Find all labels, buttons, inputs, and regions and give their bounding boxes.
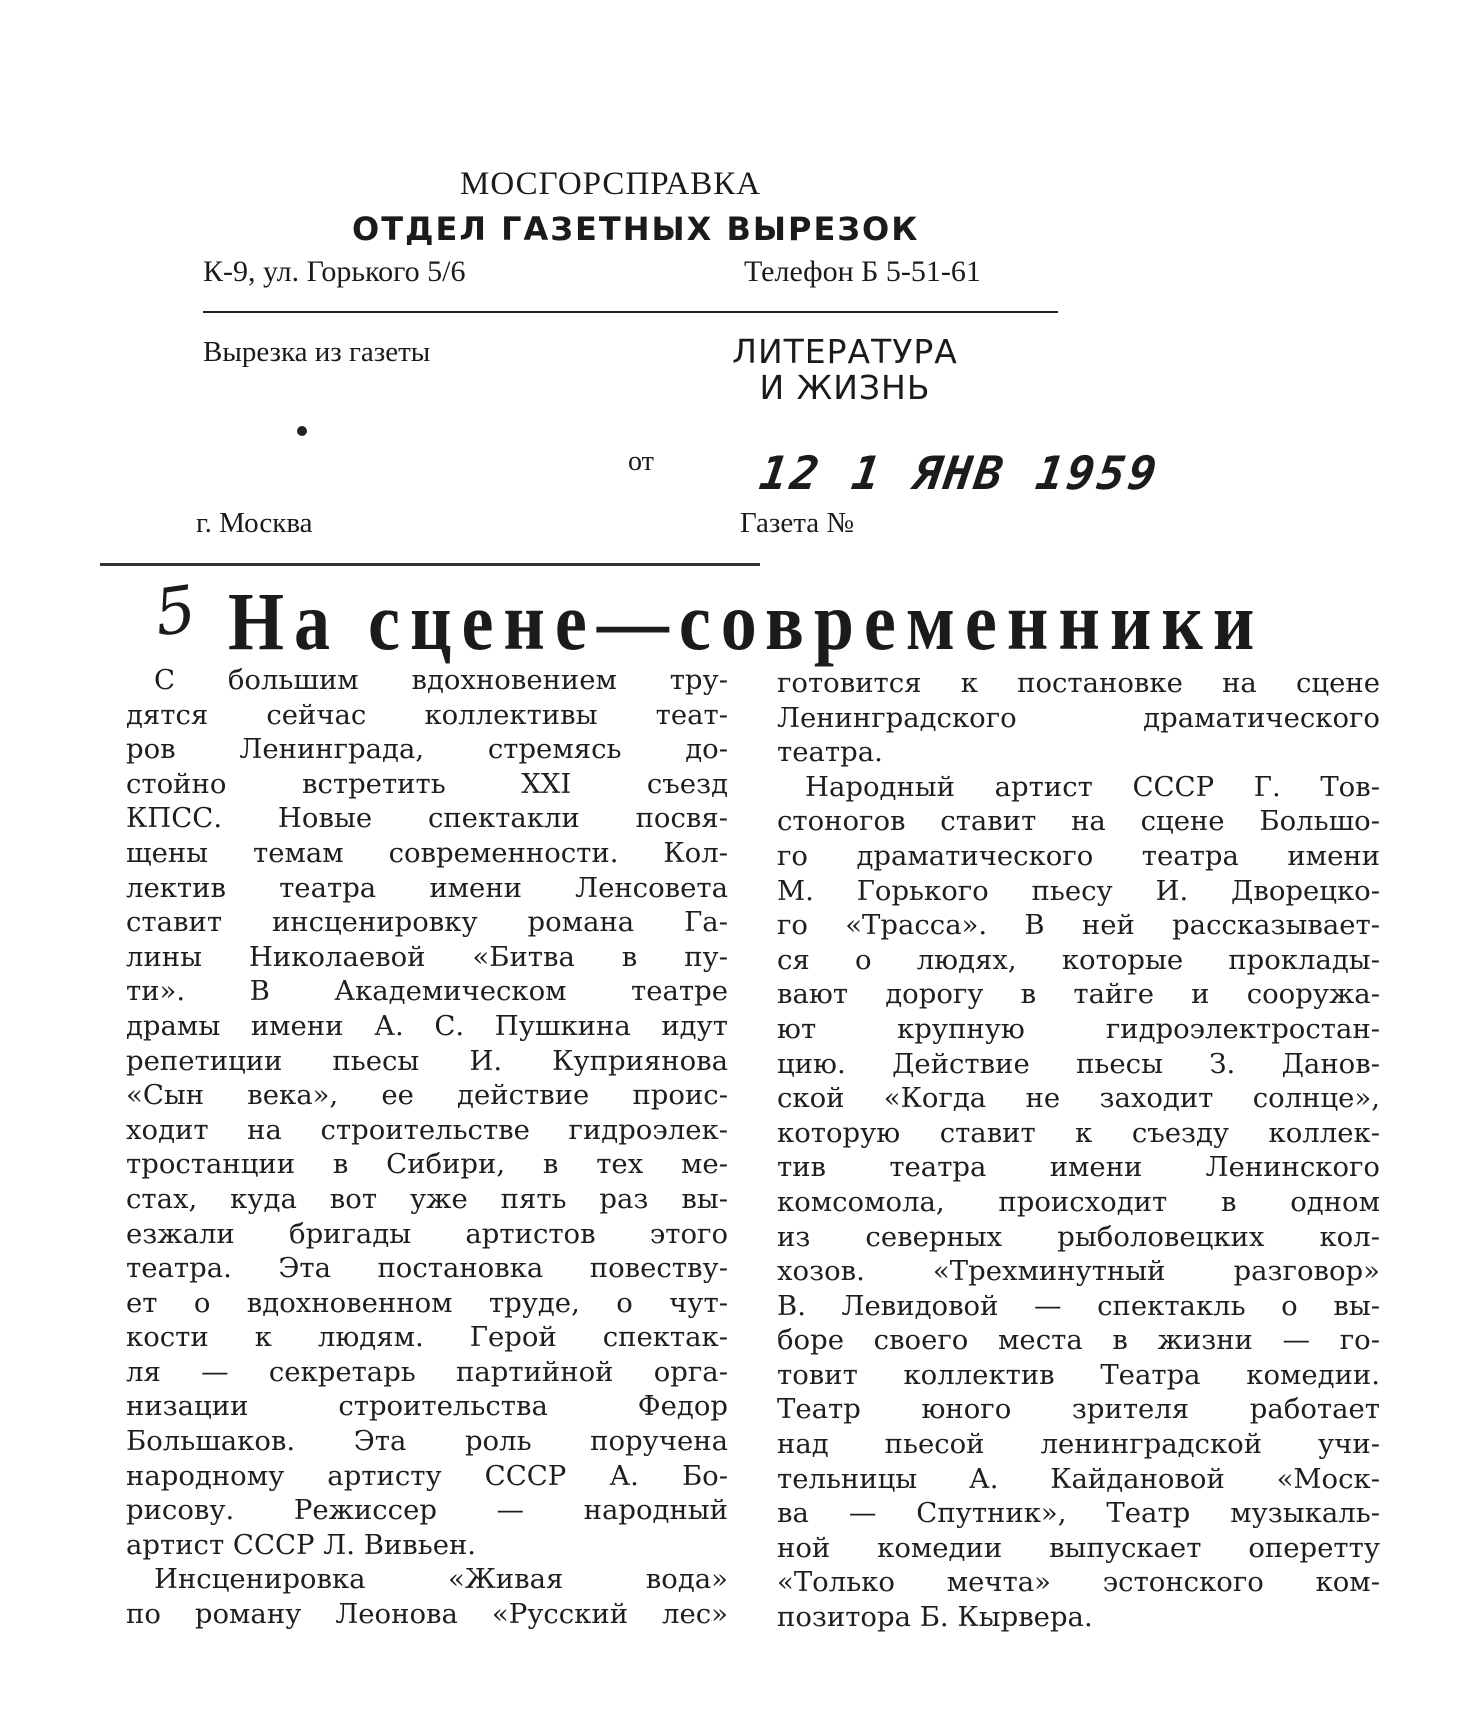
- article-line: вают дорогу в тайге и сооружа-: [777, 978, 1380, 1011]
- article-line: го драматического театра имени: [777, 839, 1380, 872]
- article-line: ти». В Академическом театре: [126, 975, 728, 1008]
- article-line: Ленинградского драматического: [777, 701, 1380, 734]
- article-column-1: [126, 663, 728, 1632]
- article-line: ля — секретарь партийной орга-: [126, 1355, 728, 1388]
- article-line: дятся сейчас коллективы теат-: [126, 698, 728, 731]
- article-line: репетиции пьесы И. Куприянова: [126, 1044, 728, 1077]
- article-line: над пьесой ленинградской учи-: [777, 1428, 1380, 1461]
- clipping-label: Вырезка из газеты: [203, 336, 431, 368]
- article-line: ходит на строительстве гидроэлек-: [126, 1113, 728, 1146]
- article-line: тив театра имени Ленинского: [777, 1151, 1380, 1184]
- city: г. Москва: [196, 507, 313, 539]
- newspaper-name: ЛИТЕРАТУРА И ЖИЗНЬ: [732, 332, 958, 407]
- article-line: ской «Когда не заходит солнце»,: [777, 1082, 1380, 1115]
- article-line: готовится к постановке на сцене: [777, 667, 1380, 699]
- department-name: ОТДЕЛ ГАЗЕТНЫХ ВЫРЕЗОК: [352, 210, 920, 248]
- article-line: ся о людях, которые проклады-: [777, 943, 1380, 976]
- article-line: из северных рыболовецких кол-: [777, 1220, 1380, 1253]
- article-line: кости к людям. Герой спектак-: [126, 1321, 728, 1354]
- article-line: боре своего места в жизни — го-: [777, 1324, 1380, 1357]
- article-line: Народный артист СССР Г. Тов-: [805, 770, 1380, 803]
- article-line: низации строительства Федор: [126, 1390, 728, 1423]
- article-line: С большим вдохновением тру-: [154, 664, 728, 696]
- from-label: от: [628, 446, 654, 477]
- article-line: ет о вдохновенном труде, о чут-: [126, 1286, 728, 1319]
- article-line: ва — Спутник», Театр музыкаль-: [777, 1497, 1380, 1530]
- article-line: театра. Эта постановка повеству-: [126, 1252, 728, 1285]
- article-line: го «Трасса». В ней рассказывает-: [777, 909, 1380, 942]
- ink-dot: [297, 426, 307, 436]
- article-line: которую ставит к съезду коллек-: [777, 1116, 1380, 1149]
- article-line: стоногов ставит на сцене Большо-: [777, 805, 1380, 838]
- date-stamp: 12 1 ЯНВ 1959: [756, 446, 1163, 500]
- article-line: Большаков. Эта роль поручена: [126, 1425, 728, 1458]
- article-line: товит коллектив Театра комедии.: [777, 1358, 1380, 1391]
- article-line: стойно встретить XXI съезд: [126, 767, 728, 800]
- phone: Телефон Б 5-51-61: [744, 255, 981, 288]
- article-line: ров Ленинграда, стремясь до-: [126, 733, 728, 766]
- article-line: Театр юного зрителя работает: [777, 1393, 1380, 1426]
- gazette-number-label: Газета №: [740, 507, 855, 539]
- article-line: рисову. Режиссер — народный: [126, 1494, 728, 1527]
- article-line: лектив театра имени Ленсовета: [126, 871, 728, 904]
- article-line: хозов. «Трехминутный разговор»: [777, 1255, 1380, 1288]
- article-line: позитора Б. Кырвера.: [777, 1601, 1093, 1634]
- article-line: лины Николаевой «Битва в пу-: [126, 940, 728, 973]
- article-line: артист СССР Л. Вивьен.: [126, 1528, 477, 1561]
- article-line: комсомола, происходит в одном: [777, 1185, 1380, 1218]
- article-line: езжали бригады артистов этого: [126, 1217, 728, 1250]
- article-line: драмы имени А. С. Пушкина идут: [126, 1009, 728, 1042]
- article-line: по роману Леонова «Русский лес»: [126, 1598, 728, 1631]
- clipping-rule: [100, 563, 760, 566]
- article-column-2: [777, 666, 1380, 1635]
- article-line: щены темам современности. Кол-: [126, 836, 728, 869]
- article-line: Инсценировка «Живая вода»: [154, 1563, 728, 1596]
- article-line: народному артисту СССР А. Бо-: [126, 1459, 728, 1492]
- article-line: тростанции в Сибири, в тех ме-: [126, 1148, 728, 1181]
- article-line: «Сын века», ее действие проис-: [126, 1079, 728, 1112]
- article-line: театра.: [777, 736, 883, 769]
- margin-mark: 5: [150, 572, 201, 652]
- article-line: М. Горького пьесу И. Дворецко-: [777, 874, 1380, 907]
- headline: На сцене—современники: [228, 575, 1265, 668]
- article-line: стах, куда вот уже пять раз вы-: [126, 1182, 728, 1215]
- article-line: цию. Действие пьесы З. Данов-: [777, 1047, 1380, 1080]
- article-line: КПСС. Новые спектакли посвя-: [126, 802, 728, 835]
- article-line: тельницы А. Кайдановой «Моск-: [777, 1462, 1380, 1495]
- header-rule: [203, 311, 1058, 313]
- article-line: ют крупную гидроэлектростан-: [777, 1012, 1380, 1045]
- org-name: МОСГОРСПРАВКА: [460, 166, 762, 202]
- article-line: В. Левидовой — спектакль о вы-: [777, 1289, 1380, 1322]
- article-line: ной комедии выпускает оперетту: [777, 1531, 1380, 1564]
- article-line: «Только мечта» эстонского ком-: [777, 1566, 1380, 1599]
- address: К-9, ул. Горького 5/6: [203, 255, 466, 288]
- article-line: ставит инсценировку романа Га-: [126, 906, 728, 939]
